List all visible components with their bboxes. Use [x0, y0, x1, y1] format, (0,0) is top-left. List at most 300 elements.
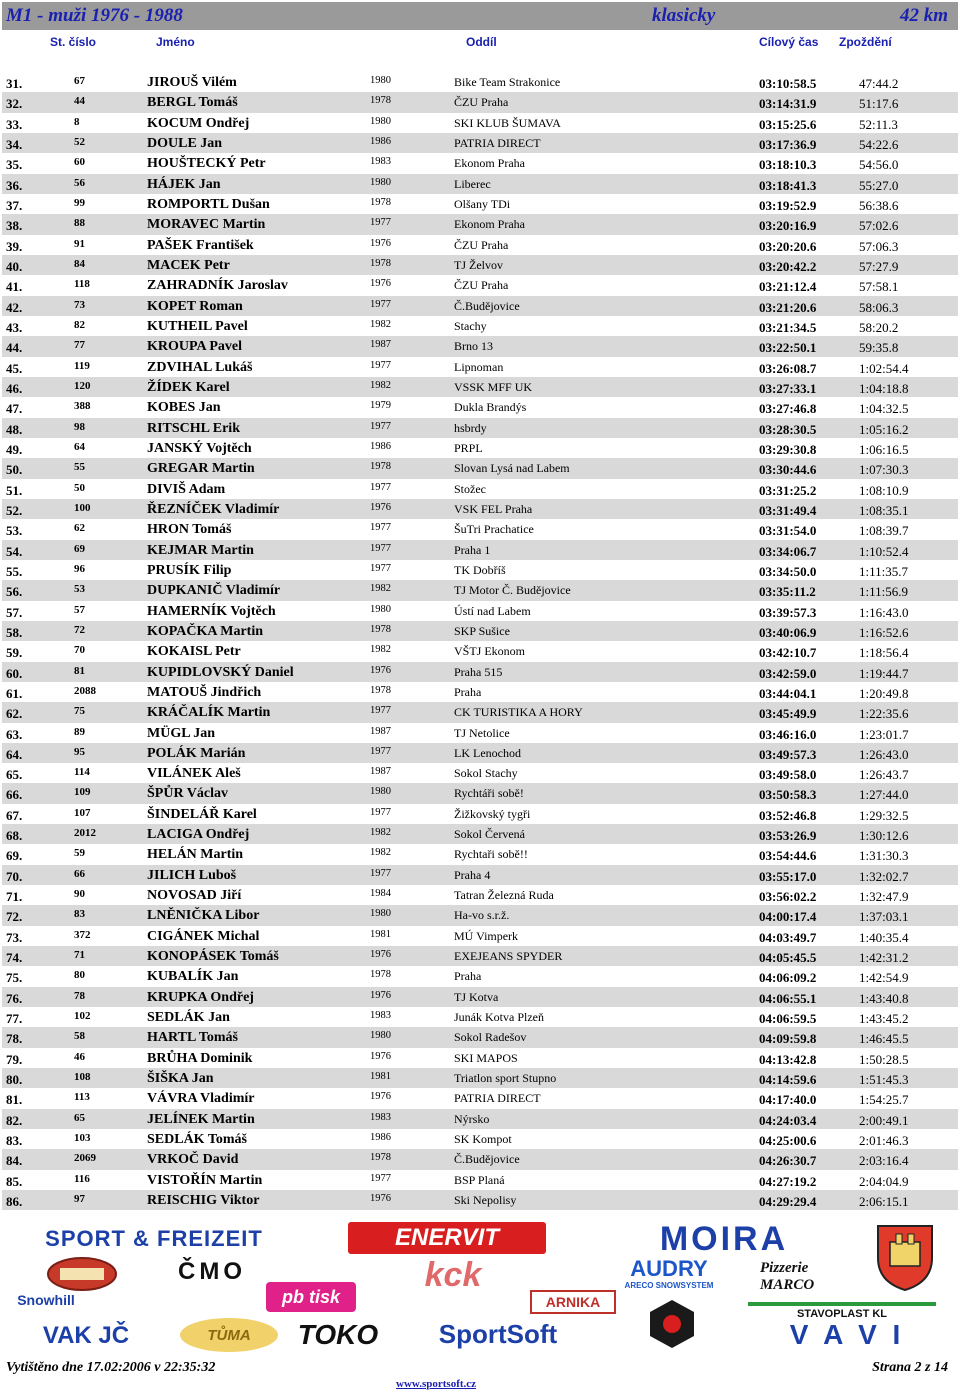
result-gap: 1:04:18.8 — [859, 380, 909, 396]
result-start-number: 107 — [74, 806, 91, 819]
result-name: BRŮHA Dominik — [147, 1050, 253, 1066]
result-start-number: 88 — [74, 217, 85, 230]
result-finish-time: 03:50:58.3 — [759, 787, 817, 803]
result-gap: 57:06.3 — [859, 238, 899, 254]
result-club: ŠuTri Prachatice — [454, 522, 534, 537]
result-rank: 33. — [6, 116, 23, 132]
result-birth-year: 1978 — [370, 969, 391, 981]
result-rank: 49. — [6, 441, 23, 457]
result-name: MACEK Petr — [147, 257, 230, 273]
result-birth-year: 1980 — [370, 908, 391, 920]
result-start-number: 116 — [74, 1172, 90, 1185]
result-finish-time: 03:35:11.2 — [759, 584, 816, 600]
sponsor-logo-sportsoft: SportSoft — [438, 1318, 558, 1349]
result-club: Olšany TDi — [454, 196, 511, 211]
table-row — [2, 804, 958, 824]
result-start-number: 118 — [74, 278, 90, 291]
result-gap: 51:17.6 — [859, 96, 899, 112]
result-finish-time: 03:42:10.7 — [759, 645, 817, 661]
result-club: VŠTJ Ekonom — [454, 644, 526, 659]
result-gap: 57:27.9 — [859, 258, 899, 274]
col-start-number: St. číslo — [50, 35, 97, 49]
result-birth-year: 1982 — [370, 644, 391, 656]
result-rank: 81. — [6, 1092, 23, 1108]
result-start-number: 73 — [74, 298, 85, 311]
result-birth-year: 1981 — [370, 1071, 391, 1083]
result-club: SKI MAPOS — [454, 1050, 518, 1065]
result-birth-year: 1982 — [370, 827, 391, 839]
result-club: Ústí nad Labem — [454, 603, 531, 618]
result-finish-time: 03:20:20.6 — [759, 238, 817, 254]
result-name: PAŠEK František — [147, 237, 254, 253]
result-finish-time: 04:24:03.4 — [759, 1112, 817, 1128]
result-rank: 76. — [6, 990, 23, 1006]
result-club: PRPL — [454, 440, 483, 455]
result-gap: 2:01:46.3 — [859, 1133, 909, 1149]
result-finish-time: 03:44:04.1 — [759, 685, 817, 701]
sponsor-logo-arnika: ARNIKA — [530, 1290, 616, 1314]
result-birth-year: 1978 — [370, 95, 391, 107]
result-club: ČZU Praha — [454, 237, 509, 252]
result-finish-time: 03:19:52.9 — [759, 197, 817, 213]
result-start-number: 372 — [74, 928, 91, 941]
result-birth-year: 1982 — [370, 583, 391, 595]
result-birth-year: 1980 — [370, 115, 391, 127]
result-birth-year: 1977 — [370, 481, 391, 493]
sponsor-logo-vavi: V A V I — [789, 1319, 905, 1350]
table-row — [2, 458, 958, 478]
result-rank: 37. — [6, 197, 23, 213]
result-finish-time: 03:34:06.7 — [759, 543, 817, 559]
result-name: ŠPŮR Václav — [147, 786, 229, 802]
result-gap: 1:22:35.6 — [859, 706, 909, 722]
table-row — [2, 926, 958, 946]
result-birth-year: 1983 — [370, 1010, 391, 1022]
result-finish-time: 03:40:06.9 — [759, 624, 817, 640]
result-finish-time: 03:49:57.3 — [759, 746, 817, 762]
result-rank: 84. — [6, 1153, 23, 1169]
result-gap: 1:02:54.4 — [859, 360, 909, 376]
result-name: ROMPORTL Dušan — [147, 196, 270, 212]
result-club: Tatran Železná Ruda — [454, 888, 554, 903]
result-start-number: 82 — [74, 318, 85, 331]
result-rank: 62. — [6, 706, 23, 722]
result-start-number: 57 — [74, 603, 85, 616]
result-rank: 35. — [6, 157, 23, 173]
result-birth-year: 1981 — [370, 928, 391, 940]
result-gap: 2:04:04.9 — [859, 1173, 909, 1189]
result-start-number: 55 — [74, 461, 85, 474]
result-start-number: 44 — [74, 95, 85, 108]
result-club: Ekonom Praha — [454, 156, 525, 171]
result-club: Sokol Stachy — [454, 766, 518, 781]
result-finish-time: 04:06:09.2 — [759, 970, 817, 986]
result-rank: 83. — [6, 1133, 23, 1149]
result-start-number: 98 — [74, 420, 85, 433]
result-birth-year: 1977 — [370, 217, 391, 229]
result-birth-year: 1983 — [370, 156, 391, 168]
result-start-number: 83 — [74, 908, 85, 921]
result-rank: 65. — [6, 767, 23, 783]
title-bar — [2, 2, 958, 30]
result-name: ŽÍDEK Karel — [147, 379, 230, 395]
result-start-number: 2069 — [74, 1152, 96, 1165]
table-row — [2, 865, 958, 885]
result-gap: 1:04:32.5 — [859, 401, 909, 417]
result-start-number: 113 — [74, 1091, 90, 1104]
result-birth-year: 1987 — [370, 725, 391, 737]
result-start-number: 120 — [74, 379, 91, 392]
result-gap: 58:20.2 — [859, 319, 899, 335]
table-row — [2, 641, 958, 661]
result-rank: 38. — [6, 218, 23, 234]
result-finish-time: 04:25:00.6 — [759, 1133, 817, 1149]
result-name: JANSKÝ Vojtěch — [147, 440, 252, 456]
result-finish-time: 03:15:25.6 — [759, 116, 817, 132]
table-row — [2, 662, 958, 682]
result-club: Lipnoman — [454, 359, 504, 374]
result-start-number: 59 — [74, 847, 85, 860]
sponsor-logo-stavoplast: STAVOPLAST KL — [748, 1302, 936, 1322]
result-rank: 54. — [6, 543, 23, 559]
result-start-number: 80 — [74, 969, 85, 982]
table-row — [2, 1170, 958, 1190]
result-rank: 42. — [6, 299, 23, 315]
result-name: HELÁN Martin — [147, 847, 244, 863]
table-row — [2, 621, 958, 641]
result-finish-time: 03:31:49.4 — [759, 502, 817, 518]
result-club: EXEJEANS SPYDER — [454, 949, 563, 964]
result-start-number: 58 — [74, 1030, 85, 1043]
result-rank: 72. — [6, 909, 23, 925]
result-name: KONOPÁSEK Tomáš — [147, 949, 279, 965]
table-row — [2, 214, 958, 234]
result-gap: 1:08:35.1 — [859, 502, 909, 518]
table-row — [2, 723, 958, 743]
result-finish-time: 03:30:44.6 — [759, 462, 817, 478]
result-club: Praha 1 — [454, 542, 491, 557]
table-row — [2, 72, 958, 92]
result-start-number: 89 — [74, 725, 85, 738]
result-rank: 68. — [6, 828, 23, 844]
table-row — [2, 377, 958, 397]
result-birth-year: 1978 — [370, 684, 391, 696]
result-finish-time: 04:27:19.2 — [759, 1173, 817, 1189]
sponsor-logo-cmo: ČMO — [178, 1258, 246, 1285]
result-club: Sokol Červená — [454, 827, 525, 842]
result-birth-year: 1977 — [370, 705, 391, 717]
sponsor-logo-enervit: ENERVIT — [348, 1222, 546, 1254]
result-gap: 1:06:16.5 — [859, 441, 909, 457]
result-club: Brno 13 — [454, 339, 493, 354]
result-start-number: 2012 — [74, 827, 96, 840]
result-gap: 59:35.8 — [859, 340, 899, 356]
result-rank: 69. — [6, 848, 23, 864]
result-rank: 56. — [6, 584, 23, 600]
result-start-number: 96 — [74, 562, 85, 575]
col-name: Jméno — [156, 35, 195, 49]
result-club: Slovan Lysá nad Labem — [454, 461, 570, 476]
result-birth-year: 1982 — [370, 379, 391, 391]
result-birth-year: 1978 — [370, 257, 391, 269]
result-gap: 1:54:25.7 — [859, 1092, 909, 1108]
result-start-number: 78 — [74, 989, 85, 1002]
result-start-number: 69 — [74, 542, 85, 555]
result-club: TJ Kotva — [454, 989, 499, 1004]
result-finish-time: 03:22:50.1 — [759, 340, 817, 356]
result-club: Rychtáři sobě! — [454, 786, 524, 801]
table-row — [2, 1007, 958, 1027]
table-row — [2, 1068, 958, 1088]
table-row — [2, 194, 958, 214]
coat-of-arms-icon — [872, 1222, 938, 1292]
result-birth-year: 1976 — [370, 501, 391, 513]
sponsor-logo-kck: kck — [424, 1255, 482, 1294]
result-rank: 75. — [6, 970, 23, 986]
result-club: Rychtaři sobě!! — [454, 847, 528, 862]
result-rank: 80. — [6, 1072, 23, 1088]
result-birth-year: 1976 — [370, 237, 391, 249]
result-start-number: 56 — [74, 176, 85, 189]
result-name: HOUŠTECKÝ Petr — [147, 156, 266, 172]
page-indicator: Strana 2 z 14 — [872, 1360, 948, 1375]
result-rank: 66. — [6, 787, 23, 803]
result-name: KOPAČKA Martin — [147, 623, 264, 639]
result-rank: 40. — [6, 258, 23, 274]
result-gap: 1:05:16.2 — [859, 421, 909, 437]
sponsor-logo-tuma: TŮMA — [180, 1318, 278, 1352]
result-rank: 44. — [6, 340, 23, 356]
result-name: ŠIŠKA Jan — [147, 1071, 214, 1087]
result-start-number: 90 — [74, 888, 85, 901]
result-finish-time: 04:00:17.4 — [759, 909, 817, 925]
table-row — [2, 235, 958, 255]
result-club: TJ Želvov — [454, 257, 503, 272]
crest-icon — [44, 1256, 120, 1292]
result-name: ŘEZNÍČEK Vladimír — [147, 501, 280, 517]
result-club: Sokol Radešov — [454, 1030, 527, 1045]
result-gap: 1:11:35.7 — [859, 563, 908, 579]
result-club: Triatlon sport Stupno — [454, 1071, 557, 1086]
result-start-number: 81 — [74, 664, 85, 677]
category-title: M1 - muži 1976 - 1988 — [6, 5, 183, 26]
table-row — [2, 438, 958, 458]
result-club: Praha 515 — [454, 664, 503, 679]
result-start-number: 84 — [74, 257, 85, 270]
result-rank: 63. — [6, 726, 23, 742]
result-gap: 54:22.6 — [859, 136, 899, 152]
result-finish-time: 03:27:46.8 — [759, 401, 817, 417]
result-rank: 77. — [6, 1011, 23, 1027]
table-row — [2, 763, 958, 783]
col-gap: Zpoždění — [839, 35, 892, 49]
result-rank: 47. — [6, 401, 23, 417]
result-name: DUPKANIČ Vladimír — [147, 583, 281, 599]
sponsor-logo-pizzerie: Pizzerie MARCO — [760, 1260, 815, 1293]
table-row — [2, 113, 958, 133]
result-rank: 36. — [6, 177, 23, 193]
result-gap: 1:10:52.4 — [859, 543, 909, 559]
result-name: KOBES Jan — [147, 400, 221, 416]
result-club: hsbrdy — [454, 420, 487, 435]
result-finish-time: 04:17:40.0 — [759, 1092, 817, 1108]
result-gap: 1:18:56.4 — [859, 645, 909, 661]
result-finish-time: 04:03:49.7 — [759, 929, 817, 945]
result-start-number: 67 — [74, 75, 85, 87]
table-row — [2, 966, 958, 986]
result-name: VISTOŘÍN Martin — [147, 1172, 263, 1188]
result-name: LNĚNIČKA Libor — [147, 908, 260, 924]
result-start-number: 72 — [74, 623, 85, 636]
result-birth-year: 1977 — [370, 359, 391, 371]
result-start-number: 102 — [74, 1010, 91, 1023]
result-gap: 1:26:43.0 — [859, 746, 909, 762]
table-row — [2, 540, 958, 560]
result-rank: 79. — [6, 1051, 23, 1067]
result-name: VILÁNEK Aleš — [147, 766, 241, 782]
sponsor-logo-snowhill: Snowhill — [17, 1292, 75, 1308]
result-club: Ekonom Praha — [454, 217, 525, 232]
result-club: PATRIA DIRECT — [454, 1091, 541, 1106]
result-start-number: 8 — [74, 115, 80, 128]
sponsor-logo-vakjc: VAK JČ — [42, 1322, 130, 1349]
result-start-number: 109 — [74, 786, 91, 799]
result-birth-year: 1977 — [370, 562, 391, 574]
result-finish-time: 03:56:02.2 — [759, 889, 817, 905]
result-name: ZAHRADNÍK Jaroslav — [147, 278, 288, 294]
result-name: VÁVRA Vladimír — [147, 1091, 255, 1107]
result-finish-time: 04:06:59.5 — [759, 1011, 817, 1027]
result-finish-time: 03:26:08.7 — [759, 360, 817, 376]
result-finish-time: 03:49:58.0 — [759, 767, 817, 783]
table-row — [2, 885, 958, 905]
result-gap: 1:11:56.9 — [859, 584, 908, 600]
result-rank: 45. — [6, 360, 23, 376]
table-row — [2, 682, 958, 702]
result-name: DIVIŠ Adam — [147, 481, 226, 497]
result-gap: 1:32:02.7 — [859, 868, 909, 884]
result-gap: 1:23:01.7 — [859, 726, 909, 742]
result-name: KUPIDLOVSKÝ Daniel — [147, 664, 294, 680]
result-club: TK Dobříš — [454, 562, 506, 577]
result-name: KOKAISL Petr — [147, 644, 241, 660]
result-club: LK Lenochod — [454, 745, 521, 760]
result-start-number: 66 — [74, 867, 85, 880]
result-birth-year: 1980 — [370, 786, 391, 798]
result-rank: 57. — [6, 604, 23, 620]
result-rank: 51. — [6, 482, 23, 498]
result-start-number: 77 — [74, 339, 85, 352]
result-gap: 1:40:35.4 — [859, 929, 909, 945]
result-birth-year: 1986 — [370, 440, 391, 452]
result-finish-time: 03:31:54.0 — [759, 523, 817, 539]
result-finish-time: 03:46:16.0 — [759, 726, 817, 742]
result-name: KRUPKA Ondřej — [147, 989, 254, 1005]
result-name: KRÁČALÍK Martin — [147, 705, 271, 721]
badge-icon — [648, 1298, 696, 1350]
result-finish-time: 03:52:46.8 — [759, 807, 817, 823]
result-name: GREGAR Martin — [147, 461, 255, 477]
result-finish-time: 04:05:45.5 — [759, 950, 817, 966]
result-birth-year: 1980 — [370, 176, 391, 188]
result-finish-time: 03:39:57.3 — [759, 604, 817, 620]
table-row — [2, 1149, 958, 1169]
result-birth-year: 1977 — [370, 542, 391, 554]
col-club: Oddíl — [466, 35, 497, 49]
result-finish-time: 03:17:36.9 — [759, 136, 817, 152]
result-gap: 1:43:45.2 — [859, 1011, 909, 1027]
result-club: Praha 4 — [454, 867, 491, 882]
result-birth-year: 1980 — [370, 603, 391, 615]
result-start-number: 100 — [74, 501, 91, 514]
result-rank: 43. — [6, 319, 23, 335]
result-finish-time: 03:21:20.6 — [759, 299, 817, 315]
result-club: SKP Sušice — [454, 623, 510, 638]
result-finish-time: 03:54:44.6 — [759, 848, 817, 864]
result-name: BERGL Tomáš — [147, 95, 238, 111]
result-club: Praha — [454, 969, 482, 984]
result-rank: 39. — [6, 238, 23, 254]
result-gap: 1:46:45.5 — [859, 1031, 909, 1047]
result-name: KROUPA Pavel — [147, 339, 243, 355]
result-name: JILICH Luboš — [147, 867, 237, 883]
result-gap: 1:42:31.2 — [859, 950, 909, 966]
result-birth-year: 1978 — [370, 1152, 391, 1164]
result-rank: 82. — [6, 1112, 23, 1128]
table-row — [2, 296, 958, 316]
result-name: CIGÁNEK Michal — [147, 928, 260, 944]
result-rank: 61. — [6, 685, 23, 701]
result-name: MÜGL Jan — [147, 725, 216, 741]
result-birth-year: 1977 — [370, 522, 391, 534]
result-club: Ha-vo s.r.ž. — [454, 908, 510, 923]
result-start-number: 97 — [74, 1193, 85, 1206]
table-row — [2, 1190, 958, 1210]
result-name: SEDLÁK Tomáš — [147, 1132, 247, 1148]
result-start-number: 388 — [74, 400, 91, 413]
table-row — [2, 844, 958, 864]
table-row — [2, 580, 958, 600]
result-name: MATOUŠ Jindřich — [147, 684, 262, 700]
result-birth-year: 1977 — [370, 806, 391, 818]
sponsor-banner — [0, 1218, 960, 1358]
result-rank: 52. — [6, 502, 23, 518]
style-title: klasicky — [652, 5, 716, 26]
result-rank: 53. — [6, 523, 23, 539]
result-gap: 1:30:12.6 — [859, 828, 909, 844]
result-birth-year: 1980 — [370, 75, 391, 86]
sportsoft-link[interactable]: www.sportsoft.cz — [396, 1378, 477, 1390]
result-club: Č.Budějovice — [454, 298, 520, 313]
result-club: SKI KLUB ŠUMAVA — [454, 115, 561, 130]
result-rank: 71. — [6, 889, 23, 905]
table-row — [2, 479, 958, 499]
sponsor-logo-toko: TOKO — [297, 1319, 379, 1350]
result-start-number: 50 — [74, 481, 85, 494]
result-birth-year: 1977 — [370, 420, 391, 432]
result-birth-year: 1977 — [370, 1172, 391, 1184]
sponsor-logo-sport-freizeit: SPORT & FREIZEIT — [45, 1226, 263, 1251]
result-start-number: 71 — [74, 949, 85, 962]
result-name: JELÍNEK Martin — [147, 1111, 255, 1127]
result-name: SEDLÁK Jan — [147, 1010, 230, 1026]
result-gap: 1:51:45.3 — [859, 1072, 909, 1088]
result-finish-time: 03:21:12.4 — [759, 279, 817, 295]
result-club: TJ Motor Č. Budějovice — [454, 583, 571, 598]
result-club: SK Kompot — [454, 1132, 512, 1147]
result-rank: 64. — [6, 746, 23, 762]
result-finish-time: 03:55:17.0 — [759, 868, 817, 884]
